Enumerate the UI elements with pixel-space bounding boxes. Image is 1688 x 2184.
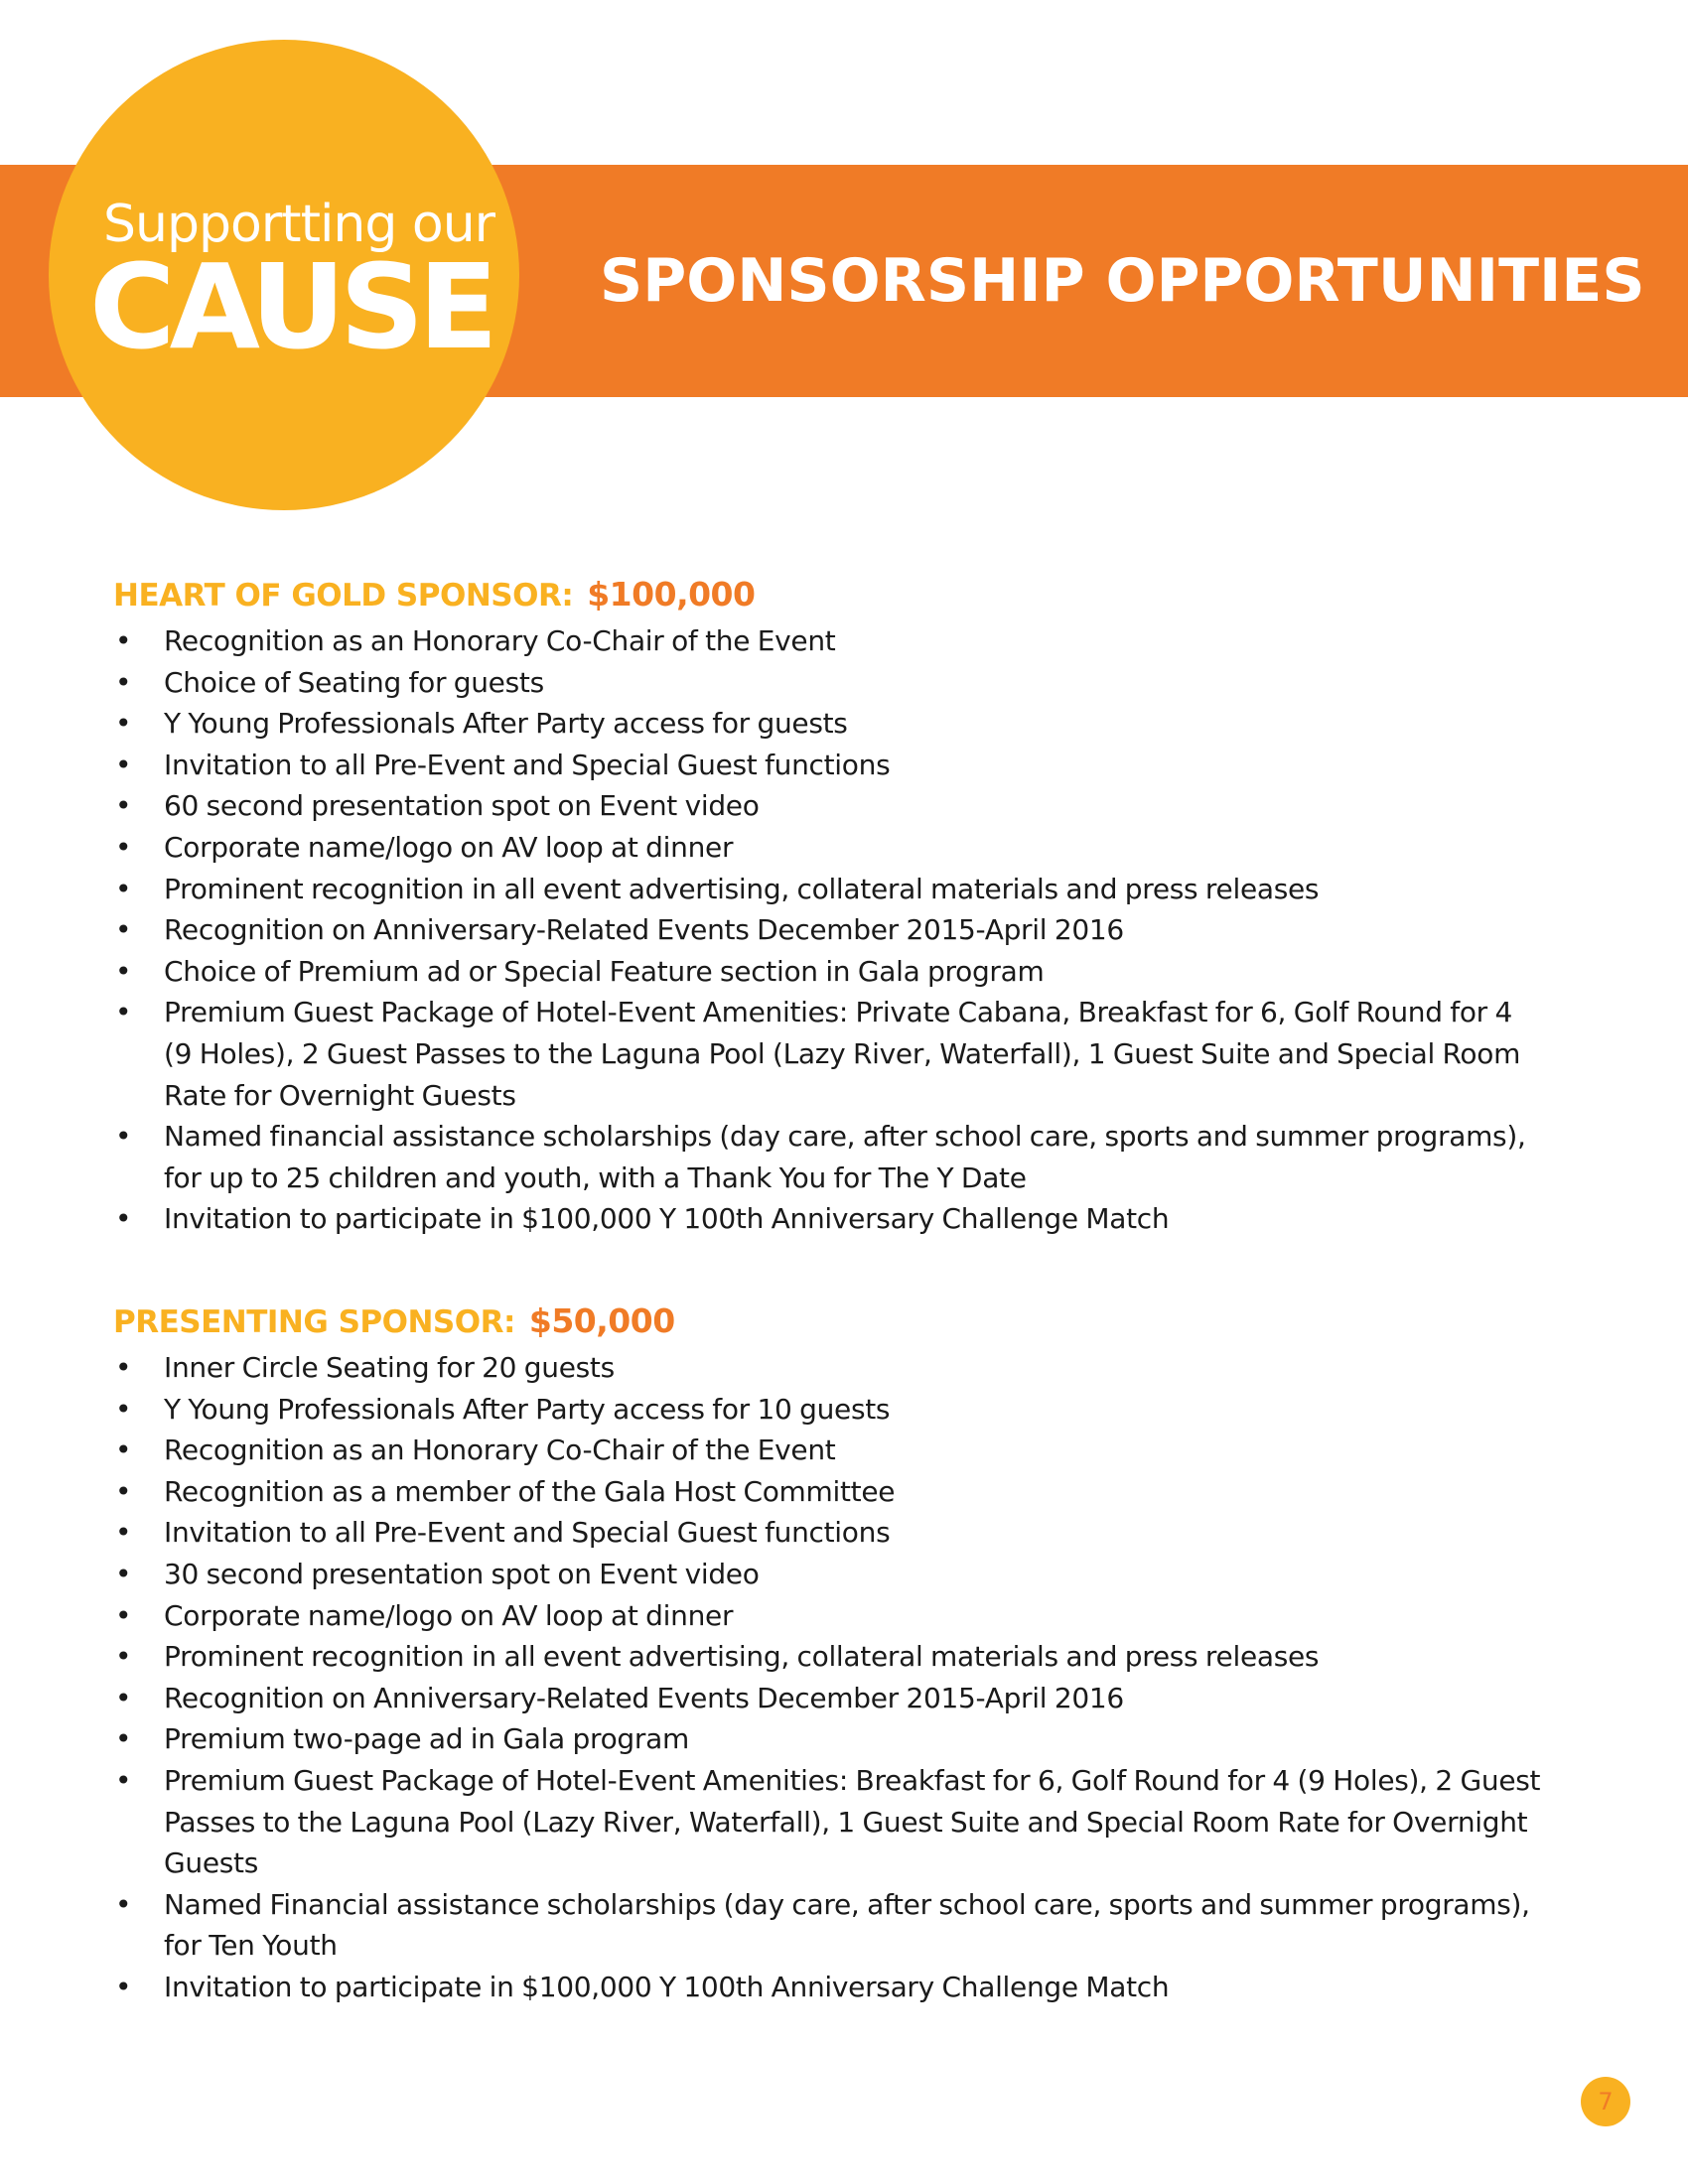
bullet-icon: • bbox=[115, 1516, 132, 1550]
bullet-icon: • bbox=[115, 1202, 132, 1236]
bullet-icon: • bbox=[115, 624, 132, 657]
cause-badge-title: CAUSE bbox=[89, 238, 492, 375]
list-item bbox=[113, 992, 1543, 1116]
list-item-text: Y Young Professionals After Party access for 10 guests bbox=[164, 1392, 891, 1426]
page-number-badge: 7 bbox=[1581, 2077, 1630, 2126]
bullet-icon: • bbox=[115, 789, 132, 823]
list-item bbox=[113, 827, 1543, 869]
list-item-text: Y Young Professionals After Party access for guests bbox=[164, 707, 848, 741]
list-item bbox=[113, 869, 1543, 910]
list-item-text: Invitation to participate in $100,000 Y 100th Anniversary Challenge Match bbox=[164, 1202, 1170, 1236]
list-item-text: Invitation to all Pre-Event and Special Guest functions bbox=[164, 1516, 891, 1550]
section-heading bbox=[113, 1296, 1543, 1347]
list-item-text: Named financial assistance scholarships (day care, after school care, sports and summer programs), for up to 25 children and youth, with a Thank You for The Y Date bbox=[164, 1120, 1526, 1194]
section-heading bbox=[113, 569, 1543, 620]
bullet-icon: • bbox=[115, 707, 132, 741]
list-item-text: Premium Guest Package of Hotel-Event Amenities: Private Cabana, Breakfast for 6, Golf Round for 4 (9 Holes), 2 Guest Passes to the Laguna Pool (Lazy River, Waterfall), 1 Guest Suite and Special Room Rate for Overnight Guests bbox=[164, 996, 1521, 1112]
list-item-text: Corporate name/logo on AV loop at dinner bbox=[164, 1598, 734, 1632]
list-item-text: Invitation to participate in $100,000 Y 100th Anniversary Challenge Match bbox=[164, 1970, 1170, 2003]
list-item-text: Recognition as an Honorary Co-Chair of the Event bbox=[164, 624, 836, 657]
bullet-icon: • bbox=[115, 1433, 132, 1467]
list-item-text: Premium Guest Package of Hotel-Event Amenities: Breakfast for 6, Golf Round for 4 (9 Holes), 2 Guest Passes to the Laguna Pool (Lazy River, Waterfall), 1 Guest Suite and Special Room Rate for Overnight Guests bbox=[164, 1763, 1541, 1880]
sponsor-level-label: PRESENTING SPONSOR: bbox=[113, 1304, 515, 1340]
list-item bbox=[113, 1678, 1543, 1719]
list-item bbox=[113, 1760, 1543, 1884]
bullet-icon: • bbox=[115, 1887, 132, 1921]
bullet-icon: • bbox=[115, 954, 132, 988]
list-item-text: Recognition as an Honorary Co-Chair of the Event bbox=[164, 1433, 836, 1467]
list-item bbox=[113, 1198, 1543, 1240]
list-item bbox=[113, 1884, 1543, 1967]
list-item bbox=[113, 1116, 1543, 1198]
bullet-icon: • bbox=[115, 1598, 132, 1632]
list-item bbox=[113, 1347, 1543, 1389]
list-item-text: Corporate name/logo on AV loop at dinner bbox=[164, 830, 734, 864]
list-item bbox=[113, 1967, 1543, 2008]
bullet-icon: • bbox=[115, 1392, 132, 1426]
bullet-icon: • bbox=[115, 1640, 132, 1674]
list-item-text: Choice of Premium ad or Special Feature section in Gala program bbox=[164, 954, 1045, 988]
list-item bbox=[113, 1389, 1543, 1431]
bullet-icon: • bbox=[115, 1474, 132, 1508]
bullet-icon: • bbox=[115, 1970, 132, 2003]
bullet-icon: • bbox=[115, 1681, 132, 1714]
sponsor-level-amount: $100,000 bbox=[587, 575, 756, 614]
list-item-text: Recognition on Anniversary-Related Events December 2015-April 2016 bbox=[164, 1681, 1124, 1714]
list-item-text: Recognition as a member of the Gala Host Committee bbox=[164, 1474, 896, 1508]
page-title: SPONSORSHIP OPPORTUNITIES bbox=[600, 246, 1645, 316]
bullet-icon: • bbox=[115, 1120, 132, 1154]
list-item bbox=[113, 1512, 1543, 1554]
list-item-text: Premium two-page ad in Gala program bbox=[164, 1722, 689, 1756]
list-item bbox=[113, 1718, 1543, 1760]
list-item-text: 30 second presentation spot on Event video bbox=[164, 1557, 760, 1590]
bullet-icon: • bbox=[115, 1763, 132, 1797]
list-item bbox=[113, 703, 1543, 745]
list-item bbox=[113, 785, 1543, 827]
bullet-icon: • bbox=[115, 1351, 132, 1384]
list-item bbox=[113, 1471, 1543, 1513]
list-item bbox=[113, 620, 1543, 662]
list-item bbox=[113, 1430, 1543, 1471]
benefit-list bbox=[113, 620, 1543, 1240]
list-item bbox=[113, 1554, 1543, 1595]
benefit-list bbox=[113, 1347, 1543, 2008]
list-item-text: Prominent recognition in all event advertising, collateral materials and press releases bbox=[164, 872, 1320, 905]
sponsor-level-label: HEART OF GOLD SPONSOR: bbox=[113, 578, 574, 614]
list-item bbox=[113, 909, 1543, 951]
bullet-icon: • bbox=[115, 830, 132, 864]
list-item-text: Recognition on Anniversary-Related Events December 2015-April 2016 bbox=[164, 913, 1124, 947]
list-item bbox=[113, 1636, 1543, 1678]
list-item bbox=[113, 1595, 1543, 1637]
presenting-sponsor-section bbox=[113, 1296, 1543, 2008]
list-item-text: Invitation to all Pre-Event and Special Guest functions bbox=[164, 748, 891, 781]
list-item bbox=[113, 951, 1543, 993]
list-item-text: Named Financial assistance scholarships (day care, after school care, sports and summer programs), for Ten Youth bbox=[164, 1887, 1530, 1963]
bullet-icon: • bbox=[115, 872, 132, 905]
bullet-icon: • bbox=[115, 996, 132, 1029]
bullet-icon: • bbox=[115, 1722, 132, 1756]
cause-badge-tagline: Supportting our bbox=[103, 195, 495, 254]
list-item-text: 60 second presentation spot on Event video bbox=[164, 789, 760, 823]
list-item-text: Inner Circle Seating for 20 guests bbox=[164, 1351, 615, 1384]
list-item bbox=[113, 745, 1543, 786]
list-item-text: Prominent recognition in all event advertising, collateral materials and press releases bbox=[164, 1640, 1320, 1674]
bullet-icon: • bbox=[115, 748, 132, 781]
bullet-icon: • bbox=[115, 1557, 132, 1590]
bullet-icon: • bbox=[115, 913, 132, 947]
heart-of-gold-section bbox=[113, 569, 1543, 1240]
bullet-icon: • bbox=[115, 665, 132, 699]
list-item-text: Choice of Seating for guests bbox=[164, 665, 544, 699]
sponsor-level-amount: $50,000 bbox=[528, 1301, 675, 1340]
list-item bbox=[113, 662, 1543, 704]
